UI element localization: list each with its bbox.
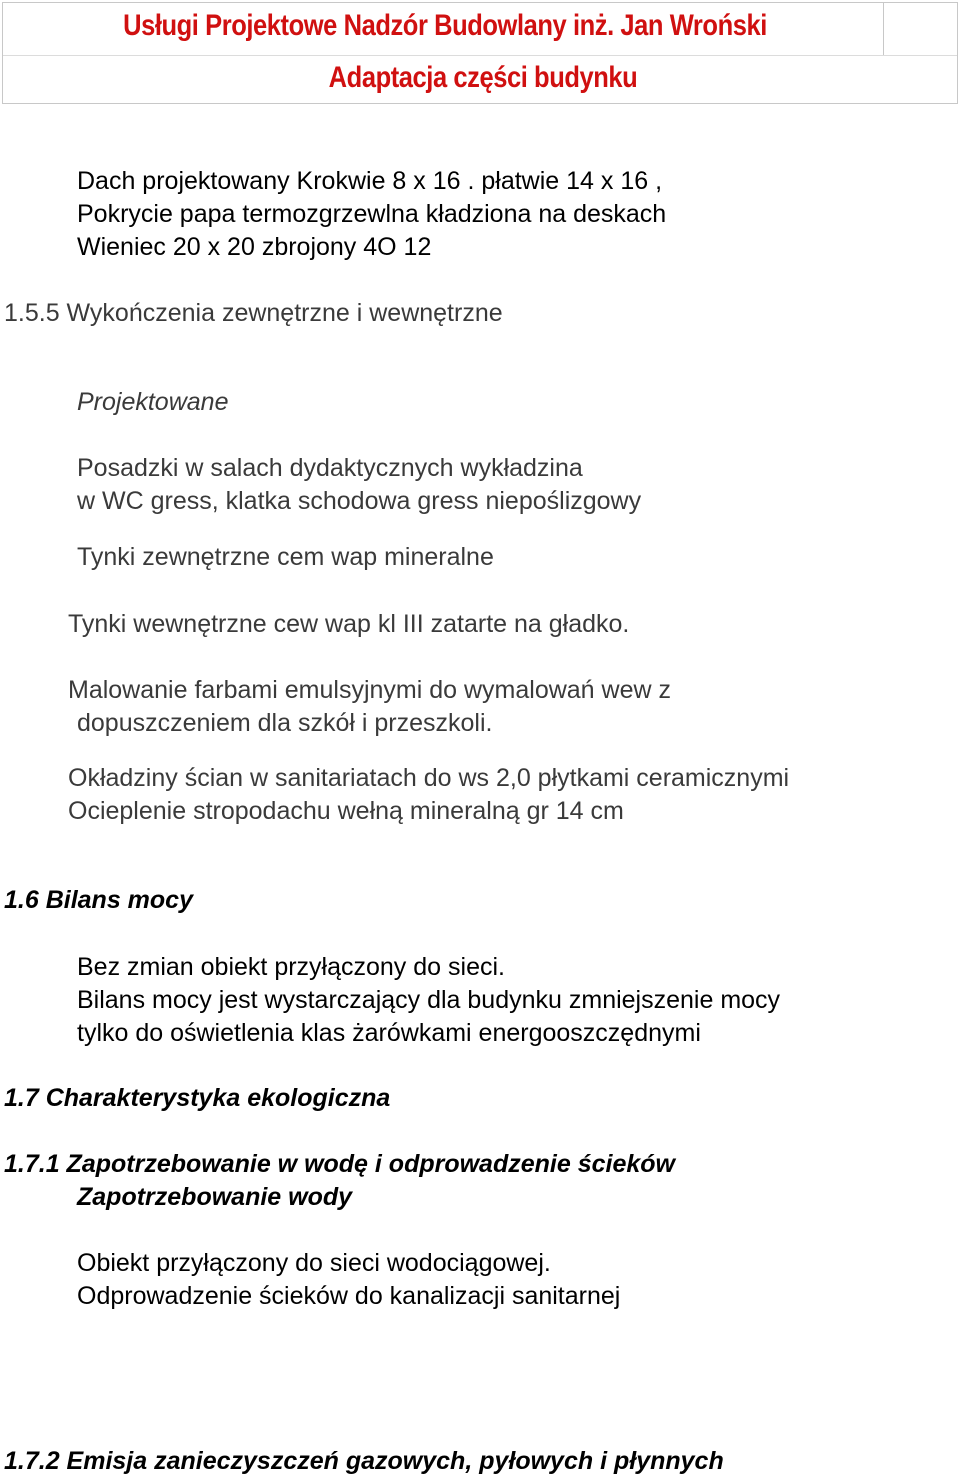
- roof-line-1: Dach projektowany Krokwie 8 x 16 . płatwie 14 x 16 ,: [77, 167, 663, 195]
- roof-line-2: Pokrycie papa termozgrzewlna kładziona na deskach: [77, 200, 667, 228]
- power-line-3: tylko do oświetlenia klas żarówkami energooszczędnymi: [77, 1019, 701, 1047]
- painting-line-1: Malowanie farbami emulsyjnymi do wymalowań wew z: [68, 676, 671, 704]
- company-title: Usługi Projektowe Nadzór Budowlany inż. Jan Wroński: [123, 9, 767, 42]
- plaster-internal: Tynki wewnętrzne cew wap kl III zatarte na gładko.: [68, 610, 630, 638]
- water-line-2: Odprowadzenie ścieków do kanalizacji sanitarnej: [77, 1282, 621, 1310]
- tiles-line: Okładziny ścian w sanitariatach do ws 2,0 płytkami ceramicznymi: [68, 764, 790, 792]
- power-line-1: Bez zmian obiekt przyłączony do sieci.: [77, 953, 505, 981]
- section-1-7-heading: 1.7 Charakterystyka ekologiczna: [4, 1084, 391, 1112]
- header-row-divider: [3, 55, 957, 56]
- floors-line-1: Posadzki w salach dydaktycznych wykładzina: [77, 454, 583, 482]
- painting-line-2: dopuszczeniem dla szkół i przeszkoli.: [77, 709, 493, 737]
- section-1-7-2-heading: 1.7.2 Emisja zanieczyszczeń gazowych, pyłowych i płynnych: [4, 1447, 724, 1475]
- section-1-5-5-heading: 1.5.5 Wykończenia zewnętrzne i wewnętrzne: [4, 299, 503, 327]
- header-cell-divider: [883, 3, 884, 55]
- power-line-2: Bilans mocy jest wystarczający dla budynku zmniejszenie mocy: [77, 986, 781, 1014]
- roof-line-3: Wieniec 20 x 20 zbrojony 4O 12: [77, 233, 432, 261]
- plaster-external: Tynki zewnętrzne cem wap mineralne: [77, 543, 494, 571]
- insulation-line: Ocieplenie stropodachu wełną mineralną gr 14 cm: [68, 797, 624, 825]
- document-subtitle: Adaptacja części budynku: [328, 61, 638, 94]
- section-1-7-1-subheading: Zapotrzebowanie wody: [77, 1183, 353, 1211]
- section-1-5-5-subheading: Projektowane: [77, 388, 229, 416]
- floors-line-2: w WC gress, klatka schodowa gress niepoślizgowy: [77, 487, 642, 515]
- section-1-6-heading: 1.6 Bilans mocy: [4, 886, 193, 914]
- document-header: [2, 2, 958, 104]
- section-1-7-1-heading: 1.7.1 Zapotrzebowanie w wodę i odprowadzenie ścieków: [4, 1150, 675, 1178]
- water-line-1: Obiekt przyłączony do sieci wodociągowej.: [77, 1249, 551, 1277]
